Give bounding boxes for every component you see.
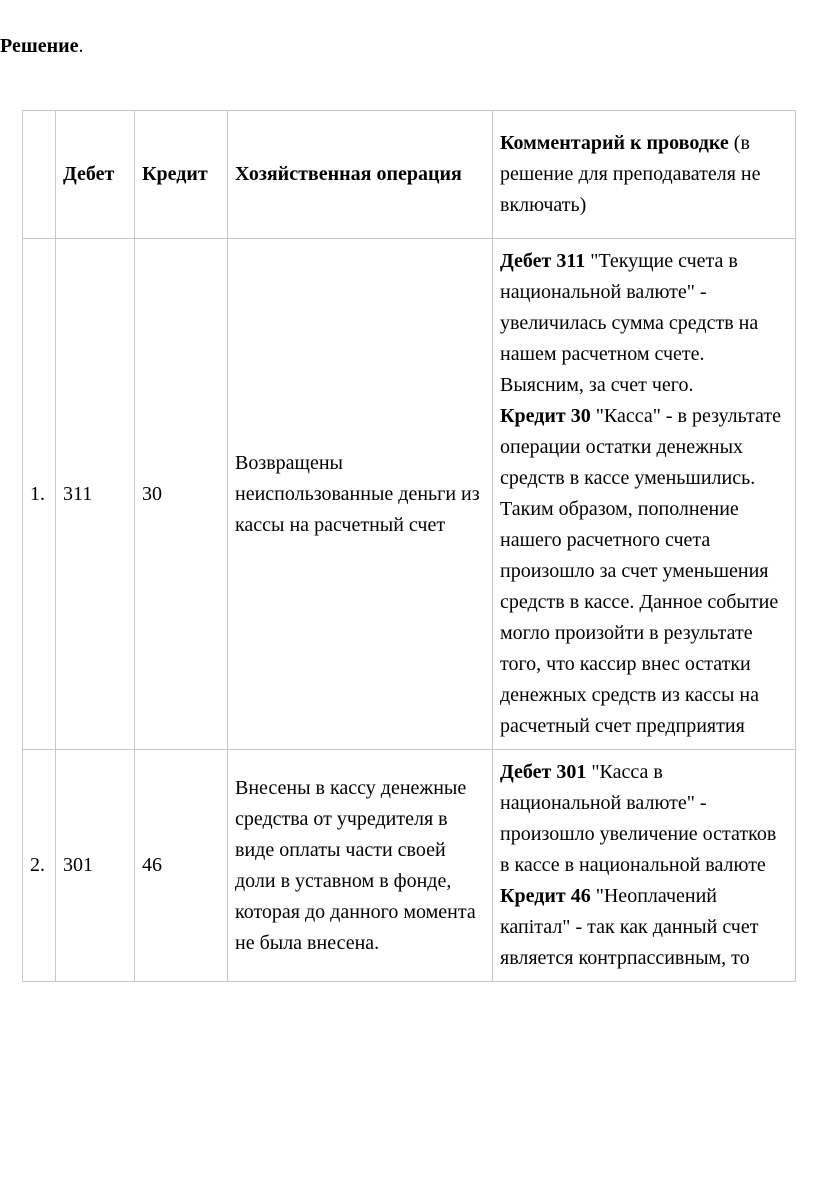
row-comment [493, 750, 796, 982]
row-num: 1. [23, 239, 56, 750]
header-num [23, 111, 56, 239]
header-credit: Кредит [135, 111, 228, 239]
row-credit: 46 [135, 750, 228, 982]
comment-credit-text: "Неоплачений капітал" - так как данный счет является контрпассивным, то [500, 885, 759, 969]
header-operation: Хозяйственная операция [228, 111, 493, 239]
table-row [23, 750, 796, 982]
entries-table [22, 110, 796, 982]
table-row [23, 239, 796, 750]
table-header-row [23, 111, 796, 239]
header-comment-note: (в решение для преподавателя не включать) [500, 132, 761, 216]
comment-debit-label: Дебет 301 [500, 761, 587, 783]
comment-credit-label: Кредит 46 [500, 885, 591, 907]
comment-debit-label: Дебет 311 [500, 250, 586, 272]
row-operation: Внесены в кассу денежные средства от учредителя в виде оплаты части своей доли в уставном в фонде, которая до данного момента не была внесена. [228, 750, 493, 982]
row-debit: 301 [56, 750, 135, 982]
row-debit: 311 [56, 239, 135, 750]
comment-summary: Таким образом, пополнение нашего расчетного счета произошло за счет уменьшения средств в кассе. Данное событие могло произойти в результате того, что кассир внес остатки денежных средств из кассы на расчетный счет предприятия [500, 498, 779, 737]
header-debit: Дебет [56, 111, 135, 239]
comment-credit-label: Кредит 30 [500, 405, 591, 427]
comment-debit-text: "Касса в национальной валюте" - произошло увеличение остатков в кассе в национальной валюте [500, 761, 777, 876]
row-comment [493, 239, 796, 750]
row-operation: Возвращены неиспользованные деньги из кассы на расчетный счет [228, 239, 493, 750]
solution-title: Решение [0, 35, 79, 57]
solution-title-punct: . [78, 35, 84, 57]
row-credit: 30 [135, 239, 228, 750]
row-num: 2. [23, 750, 56, 982]
comment-credit-text: "Касса" - в результате операции остатки денежных средств в кассе уменьшились. [500, 405, 781, 489]
header-comment-title: Комментарий к проводке [500, 132, 729, 154]
comment-debit-text: "Текущие счета в национальной валюте" - увеличилась сумма средств на нашем расчетном счете. Выясним, за счет чего. [500, 250, 759, 396]
solution-heading [0, 32, 84, 60]
header-comment [493, 111, 796, 239]
